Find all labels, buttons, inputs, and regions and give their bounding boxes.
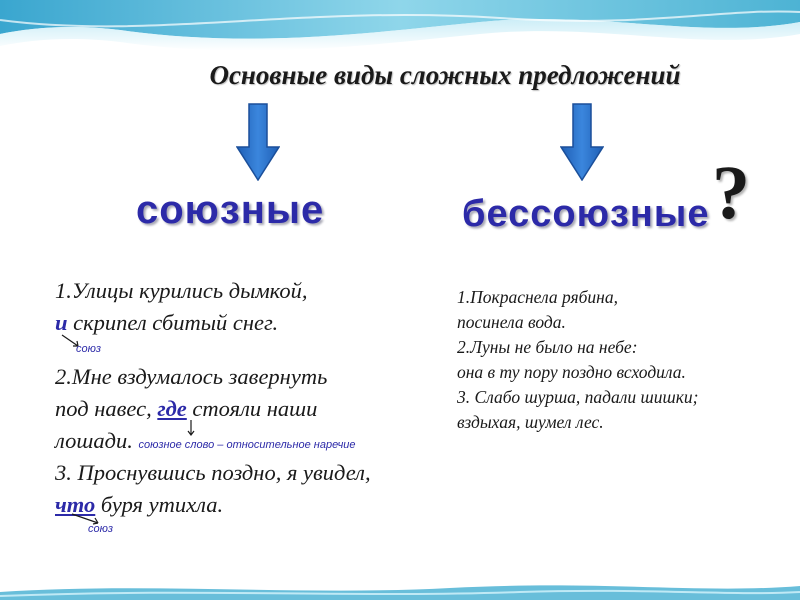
left-example-2-line-1 [55,364,327,390]
right-line: 1.Покраснела рябина, [457,287,618,307]
down-arrow-icon [560,103,604,181]
bottom-wave-decoration [0,574,800,600]
text-span: лошади. [55,428,139,453]
slide-title: Основные виды сложных предложений [209,60,681,90]
text-span: 2.Мне вздумалось завернуть [55,364,328,389]
text-span: буря утихла. [95,492,224,517]
text-span: скрипел сбитый снег. [67,310,279,335]
left-example-1-line-1 [55,278,307,304]
right-line: 2.Луны не было на небе: [457,337,638,357]
right-line: посинела вода. [457,312,566,332]
right-line: 3. Слабо шурша, падали шишки; [457,387,699,407]
conjunction-chto: что [55,492,96,517]
note-conjunction: союз [76,343,102,355]
conjunctive-word-gde: где [157,396,187,421]
text-span: под навес, [55,396,158,421]
left-example-2-line-3 [55,428,356,454]
left-example-3-line-1 [55,460,371,486]
conjunction-i: и [55,310,68,335]
heading-conjunctive: союзные [136,188,325,232]
note-conjunction: союз [88,523,114,535]
right-line: вздыхая, шумел лес. [457,412,604,432]
heading-non-conjunctive: бессоюзные [462,193,710,235]
question-mark-icon: ? [712,151,750,235]
right-line: она в ту пору поздно всходила. [457,362,686,382]
down-arrow-icon [236,103,280,181]
left-example-1-line-2 [55,310,278,336]
text-span: 1.Улицы курились дымкой, [55,278,308,303]
text-span: 3. Проснувшись поздно, я увидел, [55,460,371,485]
note-conjunctive-word: союзное слово – относительное наречие [138,439,356,451]
text-span: стояли наши [186,396,318,421]
